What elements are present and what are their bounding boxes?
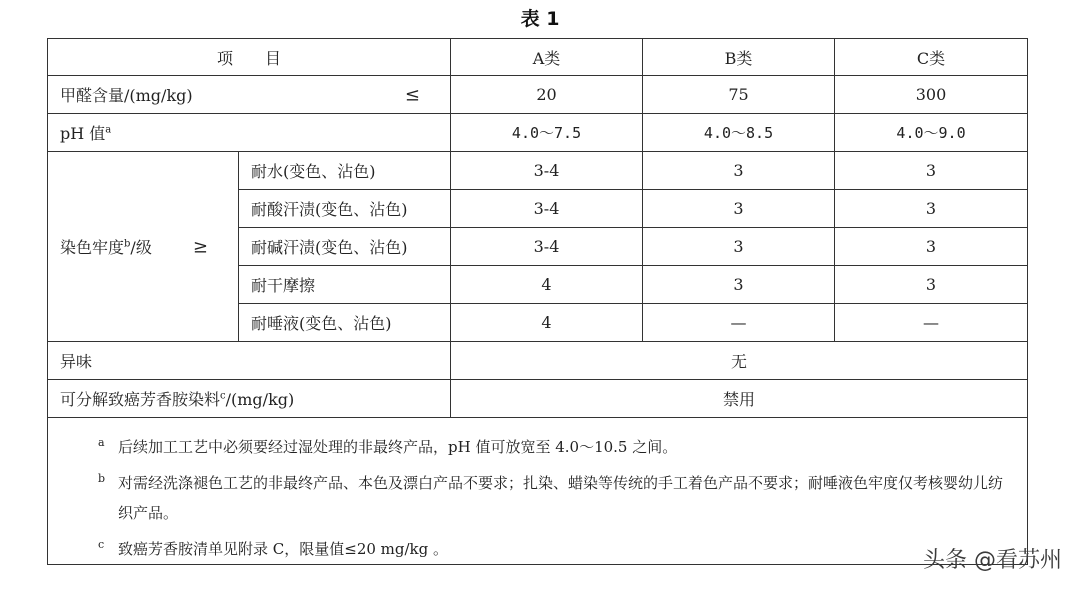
formaldehyde-b: 75 <box>643 76 835 114</box>
fastness-name: 耐水(变色、沾色) <box>239 152 451 190</box>
ph-footnote-mark: a <box>105 124 112 136</box>
ph-label-cell <box>48 114 451 152</box>
table-row <box>48 342 1028 380</box>
fastness-a: 3-4 <box>451 152 643 190</box>
fastness-c: 3 <box>835 266 1028 304</box>
fastness-b: 3 <box>643 266 835 304</box>
azo-unit: /(mg/kg) <box>225 390 295 409</box>
spec-table <box>47 38 1028 565</box>
table-row <box>48 114 1028 152</box>
fastness-a: 4 <box>451 266 643 304</box>
fastness-c: 3 <box>835 190 1028 228</box>
fastness-a: 3-4 <box>451 228 643 266</box>
table-row <box>48 380 1028 418</box>
azo-footnote-mark: c <box>220 390 226 402</box>
footnote-mark: c <box>98 538 105 551</box>
footnote-text: 后续加工工艺中必须要经过湿处理的非最终产品，pH 值可放宽至 4.0～10.5 之间。 <box>118 438 678 456</box>
table-caption: 表 1 <box>520 8 560 30</box>
azo-label: 可分解致癌芳香胺染料 <box>60 390 221 409</box>
footnote <box>48 432 1027 462</box>
footnotes-cell <box>48 418 1028 565</box>
header-class-a: A类 <box>451 39 643 76</box>
fastness-b: 3 <box>643 228 835 266</box>
fastness-name: 耐干摩擦 <box>239 266 451 304</box>
fastness-b: 3 <box>643 190 835 228</box>
header-class-c: C类 <box>835 39 1028 76</box>
header-item: 项 目 <box>48 39 451 76</box>
fastness-name: 耐唾液(变色、沾色) <box>239 304 451 342</box>
odor-label: 异味 <box>48 342 451 380</box>
formaldehyde-label: 甲醛含量/(mg/kg) <box>60 86 193 105</box>
ph-b: 4.0～8.5 <box>643 114 835 152</box>
table-row <box>48 76 1028 114</box>
ph-c: 4.0～9.0 <box>835 114 1028 152</box>
fastness-a: 4 <box>451 304 643 342</box>
header-class-b: B类 <box>643 39 835 76</box>
fastness-b: 3 <box>643 152 835 190</box>
ph-a: 4.0～7.5 <box>451 114 643 152</box>
formaldehyde-symbol: ≤ <box>404 84 421 105</box>
fastness-b: — <box>643 304 835 342</box>
footnote <box>48 468 1027 528</box>
formaldehyde-label-cell <box>48 76 451 114</box>
fastness-label: 染色牢度 <box>60 238 125 257</box>
table-header-row <box>48 39 1028 76</box>
formaldehyde-c: 300 <box>835 76 1028 114</box>
fastness-c: 3 <box>835 228 1028 266</box>
fastness-a: 3-4 <box>451 190 643 228</box>
table-row <box>48 152 1028 190</box>
watermark: 头条 @看苏州 <box>923 548 1062 573</box>
footnote-text: 对需经洗涤褪色工艺的非最终产品、本色及漂白产品不要求；扎染、蜡染等传统的手工着色产品不要求；耐唾液色牢度仅考核婴幼儿纺织产品。 <box>118 474 1004 522</box>
footnote-text: 致癌芳香胺清单见附录 C，限量值≤20 mg/kg 。 <box>118 540 449 558</box>
fastness-symbol: ≥ <box>192 236 208 257</box>
footnotes-row <box>48 418 1028 565</box>
footnote <box>48 534 1027 564</box>
fastness-unit: /级 <box>130 238 152 257</box>
ph-label: pH 值 <box>60 124 106 143</box>
odor-value: 无 <box>451 342 1028 380</box>
azo-label-cell <box>48 380 451 418</box>
fastness-label-cell <box>48 152 239 342</box>
fastness-footnote-mark: b <box>124 238 131 250</box>
fastness-name: 耐酸汗渍(变色、沾色) <box>239 190 451 228</box>
footnote-mark: b <box>98 472 106 485</box>
fastness-c: 3 <box>835 152 1028 190</box>
fastness-name: 耐碱汗渍(变色、沾色) <box>239 228 451 266</box>
fastness-c: — <box>835 304 1028 342</box>
azo-value: 禁用 <box>451 380 1028 418</box>
formaldehyde-a: 20 <box>451 76 643 114</box>
footnote-mark: a <box>98 436 105 449</box>
